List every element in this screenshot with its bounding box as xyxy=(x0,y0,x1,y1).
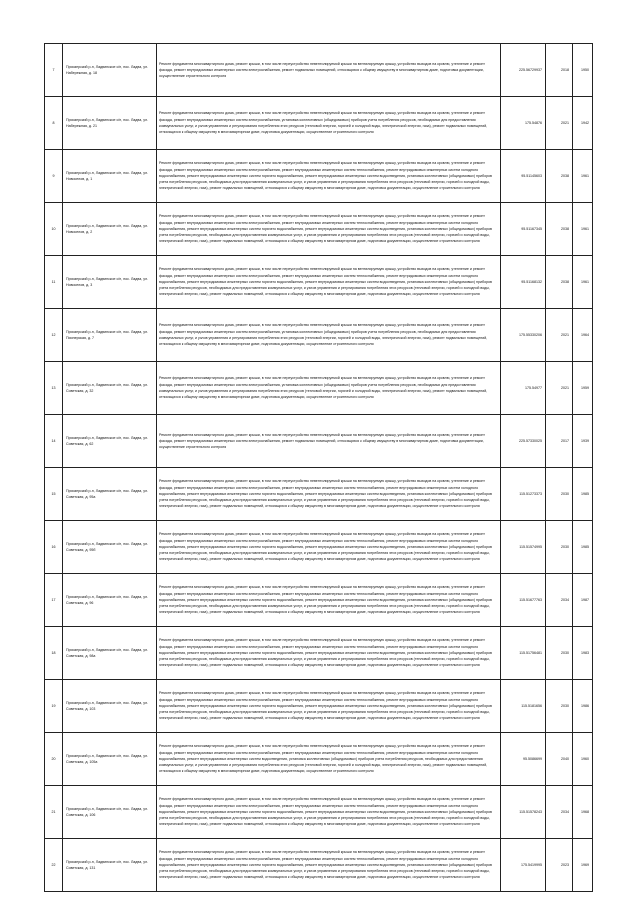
table-row xyxy=(45,680,593,733)
works-description-cell: Ремонт фундамента многоквартирного дома, ремонт крыши, в том числе переустройство невентилируемой крыши на вентилируемую крышу, устройство выходов на кровлю, утепление и ремонт фасада, ремонт внутридомовых инженерных систем электроснабжения, ремонт внутридомовых инженерных систем теплоснабжения, ремонт внутридомовых инженерных систем холодного водоснабжения, ремонт внутридомовых инженерных систем горячего водоснабжения, ремонт внутридомовых инженерных систем водоотведения, установка коллективных (общедомовых) приборов учета потребления ресурсов, необходимых для предоставления коммунальных услуг, и узлов управления и регулирования потребления этих ресурсов (тепловой энергии, горячей и холодной воды, электрической энергии, газа), ремонт подвальных помещений, относящихся к общему имуществу в многоквартирном доме, подготовка документации, осуществление строительного контроля xyxy=(157,839,501,892)
repair-year-cell: 2038 xyxy=(546,150,573,203)
build-year-cell: 1939 xyxy=(573,415,593,468)
works-description-cell: Ремонт фундамента многоквартирного дома, ремонт крыши, в том числе переустройство невентилируемой крыши на вентилируемую крышу, устройство выходов на кровлю, утепление и ремонт фасада, ремонт внутридомовых инженерных систем электроснабжения, ремонт внутридомовых инженерных систем теплоснабжения, ремонт внутридомовых инженерных систем холодного водоснабжения, ремонт внутридомовых инженерных систем горячего водоснабжения, ремонт внутридомовых инженерных систем водоотведения, установка коллективных (общедомовых) приборов учета потребления ресурсов, необходимых для предоставления коммунальных услуг, и узлов управления и регулирования потребления этих ресурсов (тепловой энергии, горячей и холодной воды, электрической энергии, газа), ремонт подвальных помещений, относящихся к общему имуществу в многоквартирном доме, подготовка документации, осуществление строительного контроля xyxy=(157,786,501,839)
build-year-cell: 1950 xyxy=(573,44,593,97)
address-cell: Приозерский р-н, Ладвинское с/п, пос. Ладва, ул. Советская, д. 96 xyxy=(63,574,157,627)
build-year-cell: 1961 xyxy=(573,256,593,309)
cost-cell: 225.57330025 xyxy=(501,415,546,468)
row-number: 19 xyxy=(45,680,63,733)
cost-cell: 115.51677763 xyxy=(501,574,546,627)
address-cell: Приозерский р-н, Ладвинское с/п, пос. Ладва, ул. Новоселов, д. 3 xyxy=(63,256,157,309)
address-cell: Приозерский р-н, Ладвинское с/п, пос. Ладва, ул. Набережная, д. 21 xyxy=(63,97,157,150)
build-year-cell: 1985 xyxy=(573,521,593,574)
repair-year-cell: 2034 xyxy=(546,786,573,839)
table-row xyxy=(45,839,593,892)
build-year-cell: 1987 xyxy=(573,574,593,627)
repair-year-cell: 2021 xyxy=(546,309,573,362)
works-description-cell: Ремонт фундамента многоквартирного дома, ремонт крыши, в том числе переустройство невентилируемой крыши на вентилируемую крышу, устройство выходов на кровлю, утепление и ремонт фасада, ремонт внутридомовых инженерных систем электроснабжения, ремонт внутридомовых инженерных систем теплоснабжения, ремонт внутридомовых инженерных систем холодного водоснабжения, ремонт внутридомовых инженерных систем водоотведения, установка коллективных (общедомовых) приборов учета потребления ресурсов, необходимых для предоставления коммунальных услуг, и узлов управления и регулирования потребления этих ресурсов (тепловой энергии, горячей и холодной воды, электрической энергии, газа), ремонт подвальных помещений, относящихся к общему имуществу в многоквартирном доме, подготовка документации, осуществление строительного контроля xyxy=(157,733,501,786)
works-description-cell: Ремонт фундамента многоквартирного дома, ремонт крыши, в том числе переустройство невентилируемой крыши на вентилируемую крышу, устройство выходов на кровлю, утепление и ремонт фасада, ремонт внутридомовых инженерных систем электроснабжения, ремонт внутридомовых инженерных систем теплоснабжения, ремонт внутридомовых инженерных систем холодного водоснабжения, ремонт внутридомовых инженерных систем горячего водоснабжения, ремонт внутридомовых инженерных систем водоотведения, установка коллективных (общедомовых) приборов учета потребления ресурсов, необходимых для предоставления коммунальных услуг, и узлов управления и регулирования потребления этих ресурсов (тепловой энергии, горячей и холодной воды, электрической энергии, газа), ремонт подвальных помещений, относящихся к общему имуществу в многоквартирном доме, подготовка документации, осуществление строительного контроля xyxy=(157,203,501,256)
address-cell: Приозерский р-н, Ладвинское с/п, пос. Ладва, ул. Советская, д. 32 xyxy=(63,362,157,415)
build-year-cell: 1961 xyxy=(573,203,593,256)
row-number: 12 xyxy=(45,309,63,362)
row-number: 9 xyxy=(45,150,63,203)
repair-year-cell: 2017 xyxy=(546,415,573,468)
table-row xyxy=(45,97,593,150)
cost-cell: 175.54876 xyxy=(501,97,546,150)
row-number: 11 xyxy=(45,256,63,309)
repair-year-cell: 2030 xyxy=(546,468,573,521)
works-description-cell: Ремонт фундамента многоквартирного дома, ремонт крыши, в том числе переустройство невентилируемой крыши на вентилируемую крышу, устройство выходов на кровлю, утепление и ремонт фасада, ремонт внутридомовых инженерных систем электроснабжения, ремонт подвальных помещений, относящихся к общему имуществу в многоквартирном доме, подготовка документации, осуществление строительного контроля xyxy=(157,44,501,97)
works-description-cell: Ремонт фундамента многоквартирного дома, ремонт крыши, в том числе переустройство невентилируемой крыши на вентилируемую крышу, устройство выходов на кровлю, утепление и ремонт фасада, ремонт внутридомовых инженерных систем электроснабжения, установка коллективных (общедомовых) приборов учета потребления ресурсов, необходимых для предоставления коммунальных услуг, и узлов управления и регулирования потребления этих ресурсов (тепловой энергии, горячей и холодной воды, электрической энергии, газа), ремонт подвальных помещений, относящихся к общему имуществу в многоквартирном доме, подготовка документации, осуществление строительного контроля xyxy=(157,362,501,415)
build-year-cell: 1961 xyxy=(573,150,593,203)
cost-cell: 115.51578243 xyxy=(501,786,546,839)
row-number: 22 xyxy=(45,839,63,892)
build-year-cell: 1964 xyxy=(573,309,593,362)
repair-year-cell: 2021 xyxy=(546,362,573,415)
build-year-cell: 1986 xyxy=(573,680,593,733)
works-description-cell: Ремонт фундамента многоквартирного дома, ремонт крыши, в том числе переустройство невентилируемой крыши на вентилируемую крышу, устройство выходов на кровлю, утепление и ремонт фасада, ремонт внутридомовых инженерных систем электроснабжения, ремонт внутридомовых инженерных систем теплоснабжения, ремонт внутридомовых инженерных систем холодного водоснабжения, ремонт внутридомовых инженерных систем горячего водоснабжения, ремонт внутридомовых инженерных систем водоотведения, установка коллективных (общедомовых) приборов учета потребления ресурсов, необходимых для предоставления коммунальных услуг, и узлов управления и регулирования потребления этих ресурсов (тепловой энергии, горячей и холодной воды, электрической энергии, газа), ремонт подвальных помещений, относящихся к общему имуществу в многоквартирном доме, подготовка документации, осуществление строительного контроля xyxy=(157,521,501,574)
address-cell: Приозерский р-н, Ладвинское с/п, пос. Ладва, ул. Новоселов, д. 1 xyxy=(63,150,157,203)
build-year-cell: 1983 xyxy=(573,627,593,680)
address-cell: Приозерский р-н, Ладвинское с/п, пос. Ладва, ул. Советская, д. 62 xyxy=(63,415,157,468)
build-year-cell: 1969 xyxy=(573,839,593,892)
row-number: 16 xyxy=(45,521,63,574)
cost-cell: 115.5181656 xyxy=(501,680,546,733)
table-row xyxy=(45,309,593,362)
table-row xyxy=(45,627,593,680)
row-number: 17 xyxy=(45,574,63,627)
table-row xyxy=(45,150,593,203)
address-cell: Приозерский р-н, Ладвинское с/п, пос. Ладва, ул. Пионерская, д. 7 xyxy=(63,309,157,362)
repair-year-cell: 2030 xyxy=(546,521,573,574)
works-description-cell: Ремонт фундамента многоквартирного дома, ремонт крыши, в том числе переустройство невентилируемой крыши на вентилируемую крышу, устройство выходов на кровлю, утепление и ремонт фасада, ремонт внутридомовых инженерных систем электроснабжения, ремонт внутридомовых инженерных систем теплоснабжения, ремонт внутридомовых инженерных систем холодного водоснабжения, ремонт внутридомовых инженерных систем горячего водоснабжения, ремонт внутридомовых инженерных систем водоотведения, установка коллективных (общедомовых) приборов учета потребления ресурсов, необходимых для предоставления коммунальных услуг, и узлов управления и регулирования потребления этих ресурсов (тепловой энергии, горячей и холодной воды, электрической энергии, газа), ремонт подвальных помещений, относящихся к общему имуществу в многоквартирном доме, подготовка документации, осуществление строительного контроля xyxy=(157,256,501,309)
cost-cell: 95.5086699 xyxy=(501,733,546,786)
row-number: 14 xyxy=(45,415,63,468)
cost-cell: 225.56729937 xyxy=(501,44,546,97)
cost-cell: 175.55330206 xyxy=(501,309,546,362)
row-number: 10 xyxy=(45,203,63,256)
repair-year-cell: 2034 xyxy=(546,574,573,627)
works-description-cell: Ремонт фундамента многоквартирного дома, ремонт крыши, в том числе переустройство невентилируемой крыши на вентилируемую крышу, устройство выходов на кровлю, утепление и ремонт фасада, ремонт внутридомовых инженерных систем электроснабжения, ремонт внутридомовых инженерных систем теплоснабжения, ремонт внутридомовых инженерных систем холодного водоснабжения, ремонт внутридомовых инженерных систем горячего водоснабжения, ремонт внутридомовых инженерных систем водоотведения, установка коллективных (общедомовых) приборов учета потребления ресурсов, необходимых для предоставления коммунальных услуг, и узлов управления и регулирования потребления этих ресурсов (тепловой энергии, горячей и холодной воды, электрической энергии, газа), ремонт подвальных помещений, относящихся к общему имуществу в многоквартирном доме, подготовка документации, осуществление строительного контроля xyxy=(157,468,501,521)
row-number: 13 xyxy=(45,362,63,415)
address-cell: Приозерский р-н, Ладвинское с/п, пос. Ладва, ул. Советская, д. 131 xyxy=(63,839,157,892)
address-cell: Приозерский р-н, Ладвинское с/п, пос. Ладва, ул. Советская, д. 98а xyxy=(63,627,157,680)
repair-year-cell: 2038 xyxy=(546,203,573,256)
works-description-cell: Ремонт фундамента многоквартирного дома, ремонт крыши, в том числе переустройство невентилируемой крыши на вентилируемую крышу, устройство выходов на кровлю, утепление и ремонт фасада, ремонт внутридомовых инженерных систем электроснабжения, ремонт внутридомовых инженерных систем теплоснабжения, ремонт внутридомовых инженерных систем холодного водоснабжения, ремонт внутридомовых инженерных систем горячего водоснабжения, ремонт внутридомовых инженерных систем водоотведения, установка коллективных (общедомовых) приборов учета потребления ресурсов, необходимых для предоставления коммунальных услуг, и узлов управления и регулирования потребления этих ресурсов (тепловой энергии, горячей и холодной воды, электрической энергии, газа), ремонт подвальных помещений, относящихся к общему имуществу в многоквартирном доме, подготовка документации, осуществление строительного контроля xyxy=(157,680,501,733)
address-cell: Приозерский р-н, Ладвинское с/п, пос. Ладва, ул. Советская, д. 103 xyxy=(63,680,157,733)
repair-year-cell: 2040 xyxy=(546,733,573,786)
cost-cell: 115.51756481 xyxy=(501,627,546,680)
cost-cell: 115.51273373 xyxy=(501,468,546,521)
row-number: 20 xyxy=(45,733,63,786)
document-sheet xyxy=(44,43,592,892)
cost-cell: 115.51574995 xyxy=(501,521,546,574)
repair-year-cell: 2030 xyxy=(546,680,573,733)
build-year-cell: 1959 xyxy=(573,362,593,415)
capital-repair-table xyxy=(44,43,593,892)
build-year-cell: 1985 xyxy=(573,468,593,521)
repair-year-cell: 2018 xyxy=(546,44,573,97)
table-row xyxy=(45,521,593,574)
table-body xyxy=(45,44,593,892)
works-description-cell: Ремонт фундамента многоквартирного дома, ремонт крыши, в том числе переустройство невентилируемой крыши на вентилируемую крышу, устройство выходов на кровлю, утепление и ремонт фасада, ремонт внутридомовых инженерных систем электроснабжения, ремонт внутридомовых инженерных систем теплоснабжения, ремонт внутридомовых инженерных систем холодного водоснабжения, ремонт внутридомовых инженерных систем горячего водоснабжения, ремонт внутридомовых инженерных систем водоотведения, установка коллективных (общедомовых) приборов учета потребления ресурсов, необходимых для предоставления коммунальных услуг, и узлов управления и регулирования потребления этих ресурсов (тепловой энергии, горячей и холодной воды, электрической энергии, газа), ремонт подвальных помещений, относящихся к общему имуществу в многоквартирном доме, подготовка документации, осуществление строительного контроля xyxy=(157,574,501,627)
address-cell: Приозерский р-н, Ладвинское с/п, пос. Ладва, ул. Советская, д. 106 xyxy=(63,786,157,839)
table-row xyxy=(45,256,593,309)
repair-year-cell: 2023 xyxy=(546,839,573,892)
table-row xyxy=(45,415,593,468)
address-cell: Приозерский р-н, Ладвинское с/п, пос. Ладва, ул. Советская, д. 95б xyxy=(63,521,157,574)
works-description-cell: Ремонт фундамента многоквартирного дома, ремонт крыши, в том числе переустройство невентилируемой крыши на вентилируемую крышу, устройство выходов на кровлю, утепление и ремонт фасада, ремонт внутридомовых инженерных систем электроснабжения, ремонт внутридомовых инженерных систем теплоснабжения, ремонт внутридомовых инженерных систем холодного водоснабжения, ремонт внутридомовых инженерных систем горячего водоснабжения, ремонт внутридомовых инженерных систем водоотведения, установка коллективных (общедомовых) приборов учета потребления ресурсов, необходимых для предоставления коммунальных услуг, и узлов управления и регулирования потребления этих ресурсов (тепловой энергии, горячей и холодной воды, электрической энергии, газа), ремонт подвальных помещений, относящихся к общему имуществу в многоквартирном доме, подготовка документации, осуществление строительного контроля xyxy=(157,627,501,680)
table-row xyxy=(45,362,593,415)
cost-cell: 95.51167345 xyxy=(501,203,546,256)
table-row xyxy=(45,786,593,839)
cost-cell: 175.54977 xyxy=(501,362,546,415)
build-year-cell: 1960 xyxy=(573,733,593,786)
repair-year-cell: 2021 xyxy=(546,97,573,150)
cost-cell: 175.5419995 xyxy=(501,839,546,892)
row-number: 7 xyxy=(45,44,63,97)
table-row xyxy=(45,468,593,521)
address-cell: Приозерский р-н, Ладвинское с/п, пос. Ладва, ул. Новоселов, д. 2 xyxy=(63,203,157,256)
row-number: 8 xyxy=(45,97,63,150)
build-year-cell: 1968 xyxy=(573,786,593,839)
address-cell: Приозерский р-н, Ладвинское с/п, пос. Ладва, ул. Советская, д. 95а xyxy=(63,468,157,521)
table-row xyxy=(45,733,593,786)
table-row xyxy=(45,44,593,97)
build-year-cell: 1942 xyxy=(573,97,593,150)
row-number: 21 xyxy=(45,786,63,839)
cost-cell: 95.51145603 xyxy=(501,150,546,203)
repair-year-cell: 2038 xyxy=(546,256,573,309)
repair-year-cell: 2030 xyxy=(546,627,573,680)
works-description-cell: Ремонт фундамента многоквартирного дома, ремонт крыши, в том числе переустройство невентилируемой крыши на вентилируемую крышу, устройство выходов на кровлю, утепление и ремонт фасада, ремонт внутридомовых инженерных систем электроснабжения, установка коллективных (общедомовых) приборов учета потребления ресурсов, необходимых для предоставления коммунальных услуг, и узлов управления и регулирования потребления этих ресурсов (тепловой энергии, горячей и холодной воды, электрической энергии, газа), ремонт подвальных помещений, относящихся к общему имуществу в многоквартирном доме, подготовка документации, осуществление строительного контроля xyxy=(157,309,501,362)
cost-cell: 95.51168132 xyxy=(501,256,546,309)
works-description-cell: Ремонт фундамента многоквартирного дома, ремонт крыши, в том числе переустройство невентилируемой крыши на вентилируемую крышу, устройство выходов на кровлю, утепление и ремонт фасада, ремонт внутридомовых инженерных систем электроснабжения, установка коллективных (общедомовых) приборов учета потребления ресурсов, необходимых для предоставления коммунальных услуг, и узлов управления и регулирования потребления этих ресурсов (тепловой энергии, горячей и холодной воды, электрической энергии, газа), ремонт подвальных помещений, относящихся к общему имуществу в многоквартирном доме, подготовка документации, осуществление строительного контроля xyxy=(157,97,501,150)
works-description-cell: Ремонт фундамента многоквартирного дома, ремонт крыши, в том числе переустройство невентилируемой крыши на вентилируемую крышу, устройство выходов на кровлю, утепление и ремонт фасада, ремонт внутридомовых инженерных систем электроснабжения, ремонт внутридомовых инженерных систем теплоснабжения, ремонт внутридомовых инженерных систем холодного водоснабжения, ремонт внутридомовых инженерных систем горячего водоснабжения, ремонт внутридомовых инженерных систем водоотведения, установка коллективных (общедомовых) приборов учета потребления ресурсов, необходимых для предоставления коммунальных услуг, и узлов управления и регулирования потребления этих ресурсов (тепловой энергии, горячей и холодной воды, электрической энергии, газа), ремонт подвальных помещений, относящихся к общему имуществу в многоквартирном доме, подготовка документации, осуществление строительного контроля xyxy=(157,150,501,203)
table-row xyxy=(45,203,593,256)
address-cell: Приозерский р-н, Ладвинское с/п, пос. Ладва, ул. Советская, д. 105а xyxy=(63,733,157,786)
row-number: 15 xyxy=(45,468,63,521)
table-row xyxy=(45,574,593,627)
row-number: 18 xyxy=(45,627,63,680)
works-description-cell: Ремонт фундамента многоквартирного дома, ремонт крыши, в том числе переустройство невентилируемой крыши на вентилируемую крышу, устройство выходов на кровлю, утепление и ремонт фасада, ремонт внутридомовых инженерных систем электроснабжения, ремонт подвальных помещений, относящихся к общему имуществу в многоквартирном доме, подготовка документации, осуществление строительного контроля xyxy=(157,415,501,468)
address-cell: Приозерский р-н, Ладвинское с/п, пос. Ладва, ул. Набережная, д. 18 xyxy=(63,44,157,97)
